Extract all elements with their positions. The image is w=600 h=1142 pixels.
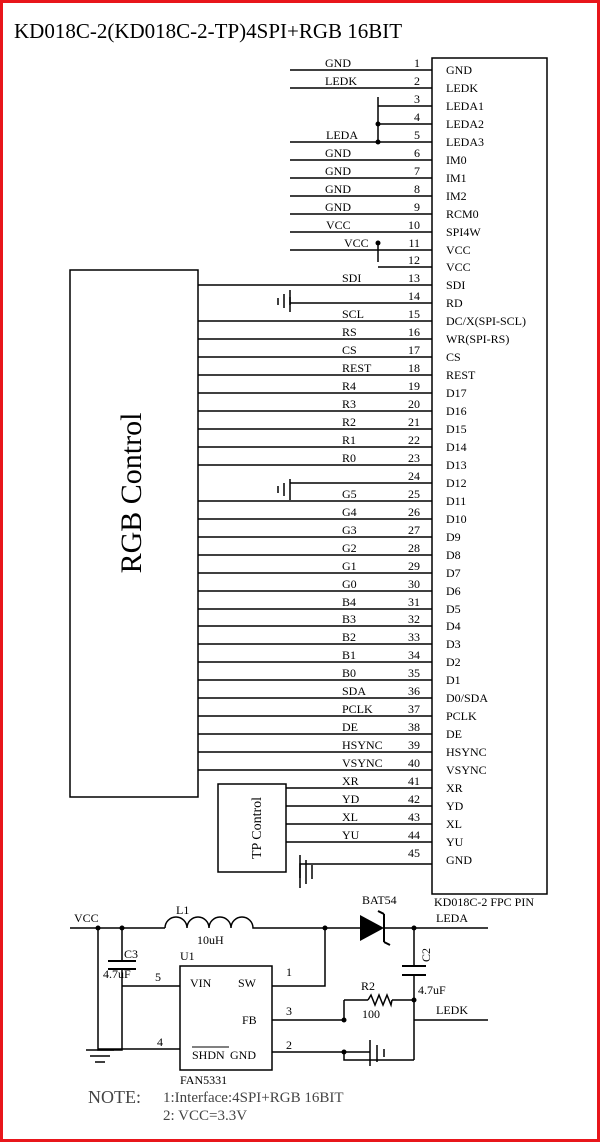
ic-pin-gnd: GND [230, 1048, 256, 1062]
pin-name: D5 [446, 602, 461, 616]
vcc-label: VCC [74, 911, 99, 925]
diode-label: BAT54 [362, 893, 397, 907]
ground-symbol-circuit-left [86, 1050, 114, 1062]
pin-number: 42 [408, 792, 420, 806]
pin-name: YD [446, 799, 464, 813]
pin-name: D1 [446, 673, 461, 687]
net-label: VCC [344, 236, 369, 250]
pin-number: 38 [408, 720, 420, 734]
net-label: GND [325, 164, 351, 178]
net-label: LEDA [326, 128, 358, 142]
pin-number: 4 [414, 110, 420, 124]
pin-number: 24 [408, 469, 420, 483]
connector-label: KD018C-2 FPC PIN [434, 895, 535, 909]
pin-number: 41 [408, 774, 420, 788]
pin-name: IM2 [446, 189, 467, 203]
ic-pin-sw: SW [238, 976, 256, 990]
pin-number: 14 [408, 289, 420, 303]
pin-name: D4 [446, 619, 461, 633]
pin-name: RD [446, 296, 463, 310]
net-label: HSYNC [342, 738, 383, 752]
tp-control-label: TP Control [250, 796, 266, 860]
pin-number: 39 [408, 738, 420, 752]
pin-name: HSYNC [446, 745, 487, 759]
ic-num-sw: 1 [286, 965, 292, 979]
note-line-2: 2: VCC=3.3V [163, 1108, 248, 1124]
r2-value: 100 [362, 1007, 380, 1021]
pin-number: 33 [408, 630, 420, 644]
net-label: R1 [342, 433, 357, 447]
l1-value: 10uH [197, 933, 224, 947]
pin-name: LEDK [446, 81, 478, 95]
pin-number: 9 [414, 200, 420, 214]
pin-number: 30 [408, 577, 420, 591]
pin-number: 28 [408, 541, 420, 555]
pin-number: 43 [408, 810, 420, 824]
ground-symbol-pin24 [278, 479, 290, 500]
pin-number: 45 [408, 846, 420, 860]
net-label: G2 [342, 541, 357, 555]
ic-num-fb: 3 [286, 1004, 292, 1018]
pin-number: 23 [408, 451, 420, 465]
ic-pin-shdn: SHDN [192, 1048, 225, 1062]
pin-number: 32 [408, 612, 420, 626]
ic-name: FAN5331 [180, 1073, 228, 1087]
pin-name: D14 [446, 440, 467, 454]
net-label: GND [325, 146, 351, 160]
net-label: PCLK [342, 702, 373, 716]
diagram-title: KD018C-2(KD018C-2-TP)4SPI+RGB 16BIT [14, 19, 403, 43]
c2-capacitor [402, 966, 426, 975]
net-label: YD [342, 792, 360, 806]
net-label: G4 [342, 505, 357, 519]
pin-name: YU [446, 835, 464, 849]
pin-name: WR(SPI-RS) [446, 332, 510, 346]
leda-label: LEDA [436, 911, 468, 925]
l1-label: L1 [176, 903, 190, 917]
pin-name: D9 [446, 530, 461, 544]
leda-junction-dot [376, 122, 381, 127]
pin-number: 27 [408, 523, 420, 537]
pin-name: D7 [446, 566, 461, 580]
net-label: B4 [342, 595, 357, 609]
net-label: R3 [342, 397, 357, 411]
leda-junction-dot-2 [376, 140, 381, 145]
net-label: G0 [342, 577, 357, 591]
pin-number: 16 [408, 325, 420, 339]
pin-number: 44 [408, 828, 420, 842]
pin-number: 1 [414, 56, 420, 70]
r2-label: R2 [361, 979, 376, 993]
net-label: GND [325, 200, 351, 214]
pin-name: GND [446, 853, 472, 867]
net-label: B1 [342, 648, 357, 662]
net-label: SDA [342, 684, 367, 698]
net-label: SDI [342, 271, 362, 285]
pin-name: D10 [446, 512, 467, 526]
pin-name: D17 [446, 386, 467, 400]
pin-name: XL [446, 817, 462, 831]
net-label: LEDK [325, 74, 357, 88]
pin-number: 25 [408, 487, 420, 501]
pin-number: 36 [408, 684, 420, 698]
pin-name: D2 [446, 655, 461, 669]
ground-symbol-pin14 [278, 290, 290, 312]
note-line-1: 1:Interface:4SPI+RGB 16BIT [163, 1090, 344, 1106]
net-label: B0 [342, 666, 357, 680]
pin-number: 11 [408, 236, 420, 250]
ic-num-gnd: 2 [286, 1038, 292, 1052]
pin-number: 8 [414, 182, 420, 196]
net-label: VSYNC [342, 756, 383, 770]
net-label: RS [342, 325, 357, 339]
ic-num-vin: 5 [155, 970, 161, 984]
pin-name: D0/SDA [446, 691, 489, 705]
c3-label: C3 [124, 947, 139, 961]
u1-label: U1 [180, 949, 195, 963]
net-label: DE [342, 720, 358, 734]
pin-name: VSYNC [446, 763, 487, 777]
net-label: XL [342, 810, 358, 824]
net-label: G3 [342, 523, 357, 537]
pin-name: D12 [446, 476, 467, 490]
pin-name: IM0 [446, 153, 467, 167]
pin-name: DC/X(SPI-SCL) [446, 314, 527, 328]
ic-num-shdn: 4 [157, 1035, 163, 1049]
vcc-junction-dot [376, 241, 381, 246]
pin-number: 29 [408, 559, 420, 573]
pin-name: VCC [446, 243, 471, 257]
net-label: B2 [342, 630, 357, 644]
pin-name: VCC [446, 260, 471, 274]
pin-name: LEDA2 [446, 117, 484, 131]
pin-number: 2 [414, 74, 420, 88]
pin-name: IM1 [446, 171, 467, 185]
c3-value: 4.7uF [103, 967, 131, 981]
net-label: GND [325, 56, 351, 70]
net-label: YU [342, 828, 360, 842]
pin-name: D13 [446, 458, 467, 472]
pin-number: 19 [408, 379, 420, 393]
pin-number: 26 [408, 505, 420, 519]
net-label: R4 [342, 379, 357, 393]
pin-name: SPI4W [446, 225, 481, 239]
ledk-label: LEDK [436, 1003, 468, 1017]
c2-label: C2 [419, 947, 433, 962]
net-label: R2 [342, 415, 357, 429]
inductor-l1 [165, 917, 255, 928]
pin-name: XR [446, 781, 463, 795]
pin-name: DE [446, 727, 462, 741]
ic-pin-fb: FB [242, 1013, 257, 1027]
net-label: G1 [342, 559, 357, 573]
pin-number: 21 [408, 415, 420, 429]
pin-number: 35 [408, 666, 420, 680]
net-label: R0 [342, 451, 357, 465]
pin-name: D11 [446, 494, 467, 508]
net-label: GND [325, 182, 351, 196]
pin-number: 17 [408, 343, 420, 357]
pin-number: 5 [414, 128, 420, 142]
pin-name: PCLK [446, 709, 477, 723]
resistor-r2 [368, 995, 392, 1005]
ground-symbol-circuit-right [370, 1040, 384, 1066]
pin-name: SDI [446, 278, 466, 292]
pin-number: 13 [408, 271, 420, 285]
pin-number: 22 [408, 433, 420, 447]
net-label: B3 [342, 612, 357, 626]
net-label: SCL [342, 307, 365, 321]
rgb-control-label: RGB Control [114, 412, 148, 574]
net-label: XR [342, 774, 359, 788]
fpc-pins [198, 56, 526, 867]
pin-name: D3 [446, 637, 461, 651]
pin-name: REST [446, 368, 476, 382]
pin-name: GND [446, 63, 472, 77]
net-label: CS [342, 343, 357, 357]
pin-number: 31 [408, 595, 420, 609]
pin-number: 6 [414, 146, 420, 160]
pin-number: 37 [408, 702, 420, 716]
pin-number: 15 [408, 307, 420, 321]
note-label: NOTE: [88, 1087, 141, 1107]
net-label: G5 [342, 487, 357, 501]
pin-name: D16 [446, 404, 467, 418]
pin-number: 40 [408, 756, 420, 770]
c2-value: 4.7uF [418, 983, 446, 997]
pin-name: LEDA3 [446, 135, 484, 149]
pin-number: 34 [408, 648, 420, 662]
pin-name: D8 [446, 548, 461, 562]
pin-number: 7 [414, 164, 420, 178]
net-label: REST [342, 361, 372, 375]
pin-number: 10 [408, 218, 420, 232]
pin-number: 3 [414, 92, 420, 106]
pin-name: D15 [446, 422, 467, 436]
pin-name: CS [446, 350, 461, 364]
pin-number: 20 [408, 397, 420, 411]
ic-pin-vin: VIN [190, 976, 212, 990]
pin-number: 12 [408, 253, 420, 267]
pin-number: 18 [408, 361, 420, 375]
net-label: VCC [326, 218, 351, 232]
pin-name: D6 [446, 584, 461, 598]
pin-name: RCM0 [446, 207, 479, 221]
pin-name: LEDA1 [446, 99, 484, 113]
